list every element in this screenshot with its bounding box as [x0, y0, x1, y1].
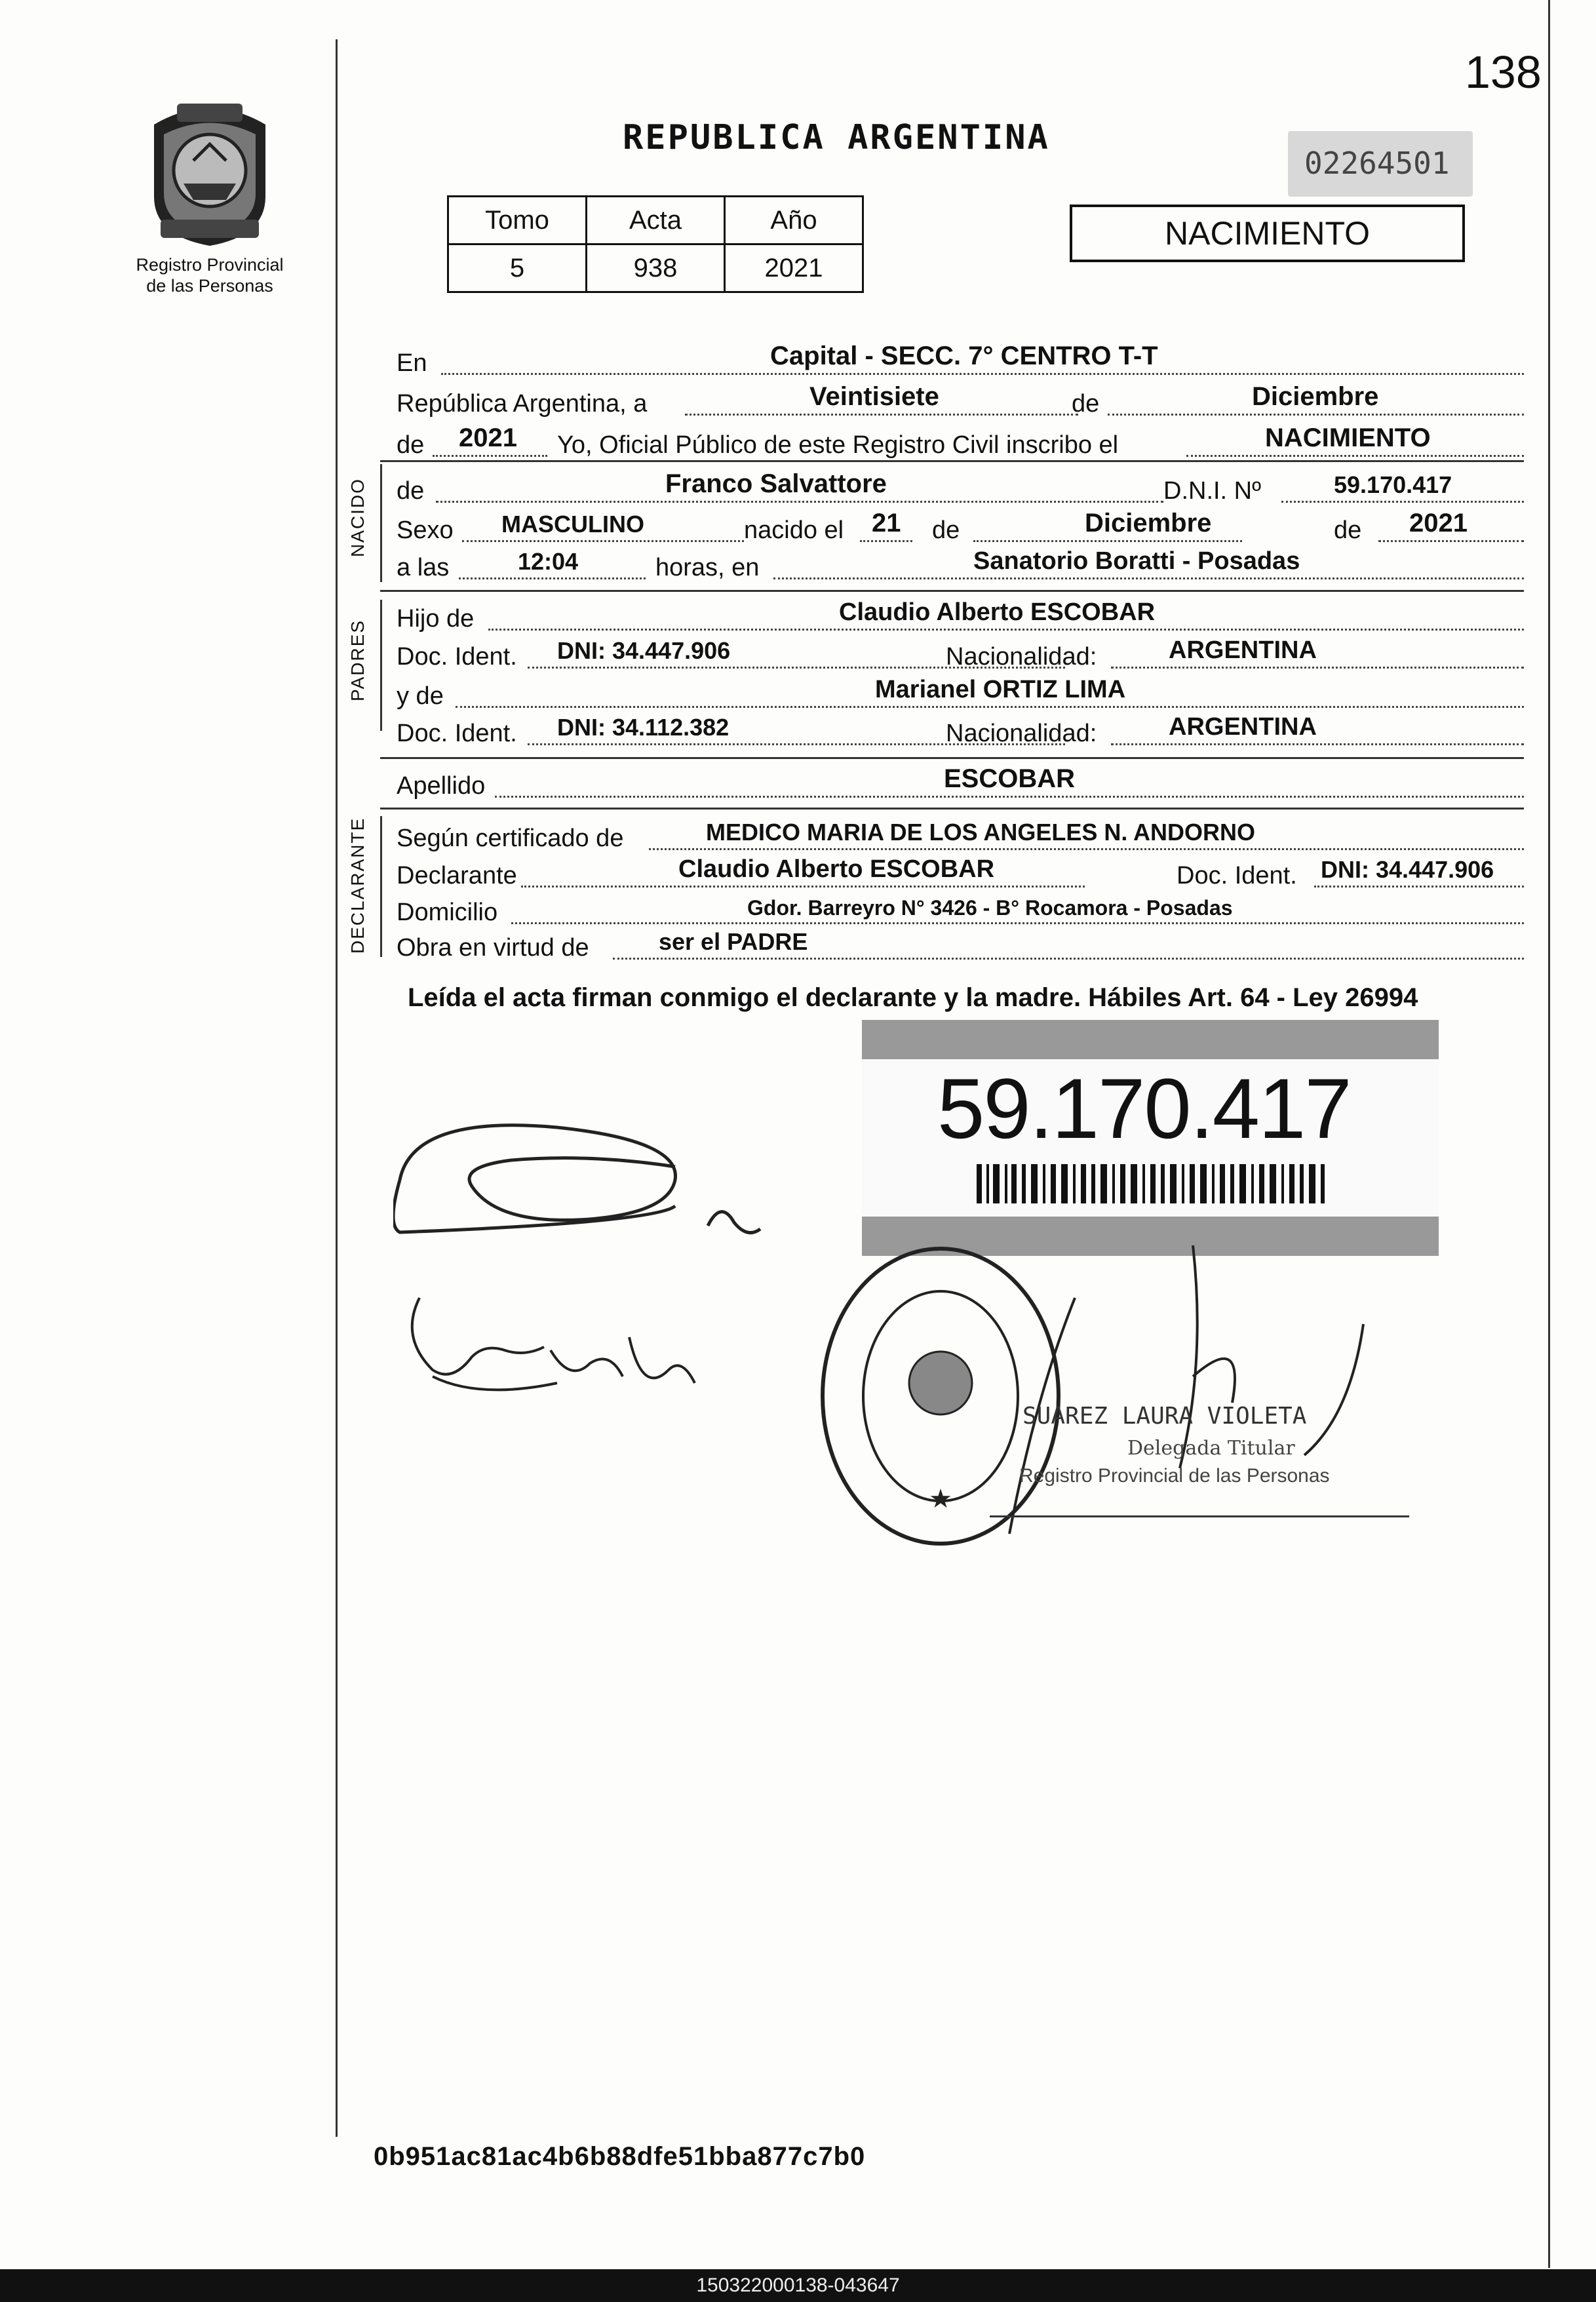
- doc-ident-label: Doc. Ident.: [397, 643, 517, 671]
- registry-caption: [98, 254, 321, 296]
- hijo-label: Hijo de: [397, 605, 475, 633]
- a-las-label: a las: [397, 554, 450, 581]
- declarante-doc: DNI: 34.447.906: [1321, 856, 1494, 883]
- dotted-line: [1314, 886, 1524, 888]
- inscribe-value: NACIMIENTO: [1265, 423, 1431, 452]
- official-signature: [996, 1232, 1390, 1540]
- padres-row-mother: [397, 674, 1524, 713]
- cert-value: MEDICO MARIA DE LOS ANGELES N. ANDORNO: [706, 819, 1256, 846]
- section-divider: [380, 757, 1524, 759]
- nacionalidad-label: Nacionalidad:: [946, 643, 1097, 671]
- official-name: SUAREZ LAURA VIOLETA: [1022, 1403, 1307, 1430]
- dni-card-number: 59.170.417: [937, 1061, 1351, 1156]
- dotted-line: [773, 577, 1524, 579]
- declarante-row-name: [397, 853, 1524, 893]
- record-type-box: NACIMIENTO: [1070, 205, 1465, 262]
- nacido-el-label: nacido el: [744, 517, 844, 544]
- de-label: de: [1334, 517, 1362, 544]
- registry-caption-line-2: de las Personas: [146, 276, 273, 296]
- domicilio-value: Gdor. Barreyro N° 3426 - B° Rocamora - Posadas: [747, 896, 1233, 920]
- birth-time: 12:04: [518, 548, 579, 575]
- padres-bar: [380, 600, 382, 731]
- padres-row-father-doc: [397, 634, 1524, 674]
- record-table-value-row: [448, 244, 863, 292]
- closing-statement: Leída el acta firman conmigo el declarante y la madre. Hábiles Art. 64 - Ley 26994: [408, 983, 1418, 1012]
- mother-signature: [393, 1285, 708, 1416]
- document-title: REPUBLICA ARGENTINA: [623, 118, 1050, 157]
- birth-year: 2021: [1409, 509, 1468, 537]
- svg-text:★: ★: [929, 1485, 952, 1513]
- mother-doc: DNI: 34.112.382: [557, 714, 730, 741]
- declarante-row-address: [397, 890, 1524, 929]
- declarante-row-cert: [397, 816, 1524, 855]
- record-table-header: Acta: [587, 197, 725, 244]
- dotted-line: [433, 455, 547, 457]
- en-label: En: [397, 349, 427, 377]
- intro-row-en: [397, 341, 1524, 380]
- de-label: de: [932, 517, 960, 544]
- section-divider: [380, 808, 1524, 810]
- apellido-label: Apellido: [397, 772, 486, 800]
- official-role: Delegada Titular: [1127, 1437, 1295, 1460]
- dotted-line: [495, 796, 1524, 798]
- page-left-rule: [336, 39, 338, 2137]
- horas-label: horas, en: [655, 554, 760, 581]
- dni-label: D.N.I. Nº: [1163, 477, 1261, 505]
- de-label: de: [397, 431, 425, 459]
- dotted-line: [459, 577, 646, 579]
- dotted-line: [456, 706, 1524, 708]
- nacido-section-label: NACIDO: [347, 478, 368, 557]
- doc-ident-label: Doc. Ident.: [397, 720, 517, 747]
- y-de-label: y de: [397, 682, 444, 710]
- cert-label: Según certificado de: [397, 825, 624, 852]
- father-nationality: ARGENTINA: [1169, 636, 1317, 664]
- section-divider: [380, 590, 1524, 592]
- obra-value: ser el PADRE: [659, 928, 808, 955]
- record-table-header: Tomo: [448, 197, 587, 244]
- dotted-line: [973, 540, 1242, 542]
- record-table: [447, 195, 864, 293]
- page-number: 138: [1465, 47, 1542, 98]
- dotted-line: [1108, 414, 1524, 416]
- dotted-line: [436, 501, 1163, 503]
- apellido-row: [397, 764, 1524, 803]
- obra-label: Obra en virtud de: [397, 934, 589, 962]
- dotted-line: [488, 629, 1524, 631]
- father-name: Claudio Alberto ESCOBAR: [839, 598, 1156, 626]
- de-label: de: [397, 477, 425, 505]
- card-top-band: [862, 1020, 1439, 1059]
- place-value: Capital - SECC. 7° CENTRO T-T: [770, 341, 1158, 370]
- section-divider: [380, 460, 1524, 462]
- father-doc: DNI: 34.447.906: [557, 637, 731, 664]
- doc-ident-label: Doc. Ident.: [1177, 862, 1297, 889]
- dotted-line: [1111, 743, 1524, 745]
- declarante-label: Declarante: [397, 862, 517, 889]
- child-name: Franco Salvattore: [665, 469, 887, 498]
- dotted-line: [511, 922, 1524, 924]
- dotted-line: [613, 958, 1524, 960]
- month-value: Diciembre: [1252, 382, 1379, 411]
- dotted-line: [462, 540, 744, 542]
- declarante-section-label: DECLARANTE: [347, 817, 368, 954]
- sexo-label: Sexo: [397, 517, 454, 544]
- sexo-value: MASCULINO: [501, 511, 644, 537]
- padres-row-father: [397, 596, 1524, 636]
- record-table-header: Año: [725, 197, 863, 244]
- dotted-line: [1281, 501, 1524, 503]
- dotted-line: [860, 540, 912, 542]
- document-hash: 0b951ac81ac4b6b88dfe51bba877c7b0: [374, 2142, 866, 2171]
- declarant-signature: [393, 1108, 813, 1265]
- record-table-cell: 2021: [725, 244, 863, 292]
- padres-section-label: PADRES: [347, 619, 368, 701]
- apellido-value: ESCOBAR: [944, 764, 1076, 793]
- provincial-coat-of-arms-logo: [141, 98, 279, 249]
- padres-row-mother-doc: [397, 711, 1524, 751]
- record-table-cell: 5: [448, 244, 587, 292]
- mother-name: Marianel ORTIZ LIMA: [875, 676, 1126, 703]
- republica-label: República Argentina, a: [397, 390, 648, 418]
- dotted-line: [1111, 667, 1524, 669]
- serial-number: 02264501: [1304, 146, 1450, 181]
- record-table-header-row: [448, 197, 863, 244]
- birth-day: 21: [872, 509, 901, 537]
- dotted-line: [1186, 455, 1524, 457]
- dotted-line: [521, 886, 1085, 888]
- page-right-rule: [1548, 0, 1550, 2268]
- nacido-row-sex: [397, 508, 1524, 547]
- mother-nationality: ARGENTINA: [1169, 713, 1317, 741]
- footer-code: 150322000138-043647: [696, 2274, 900, 2296]
- nacionalidad-label: Nacionalidad:: [946, 720, 1097, 747]
- official-office: Registro Provincial de las Personas: [1019, 1465, 1330, 1487]
- birth-month: Diciembre: [1085, 509, 1212, 537]
- domicilio-label: Domicilio: [397, 899, 498, 926]
- record-table-cell: 938: [587, 244, 725, 292]
- nacido-bar: [380, 464, 382, 582]
- signature-line: [990, 1515, 1409, 1517]
- year-value: 2021: [459, 423, 517, 452]
- yo-label: Yo, Oficial Público de este Registro Civil inscribo el: [557, 431, 1119, 459]
- day-value: Veintisiete: [809, 382, 939, 411]
- intro-row-inscribe: [397, 423, 1524, 462]
- dni-number-card: [862, 1020, 1439, 1256]
- dotted-line: [685, 414, 1078, 416]
- dotted-line: [649, 848, 1524, 850]
- dotted-line: [1378, 540, 1524, 542]
- de-label: de: [1072, 390, 1100, 418]
- declarante-row-obra: [397, 926, 1524, 965]
- dotted-line: [441, 373, 1524, 375]
- birth-place: Sanatorio Boratti - Posadas: [973, 547, 1300, 575]
- registry-caption-line-1: Registro Provincial: [136, 255, 284, 275]
- declarante-bar: [380, 816, 382, 957]
- child-dni: 59.170.417: [1334, 471, 1452, 498]
- nacido-row-time: [397, 545, 1524, 585]
- declarante-name: Claudio Alberto ESCOBAR: [678, 855, 995, 883]
- nacido-row-name: [397, 469, 1524, 508]
- intro-row-date: [397, 381, 1524, 421]
